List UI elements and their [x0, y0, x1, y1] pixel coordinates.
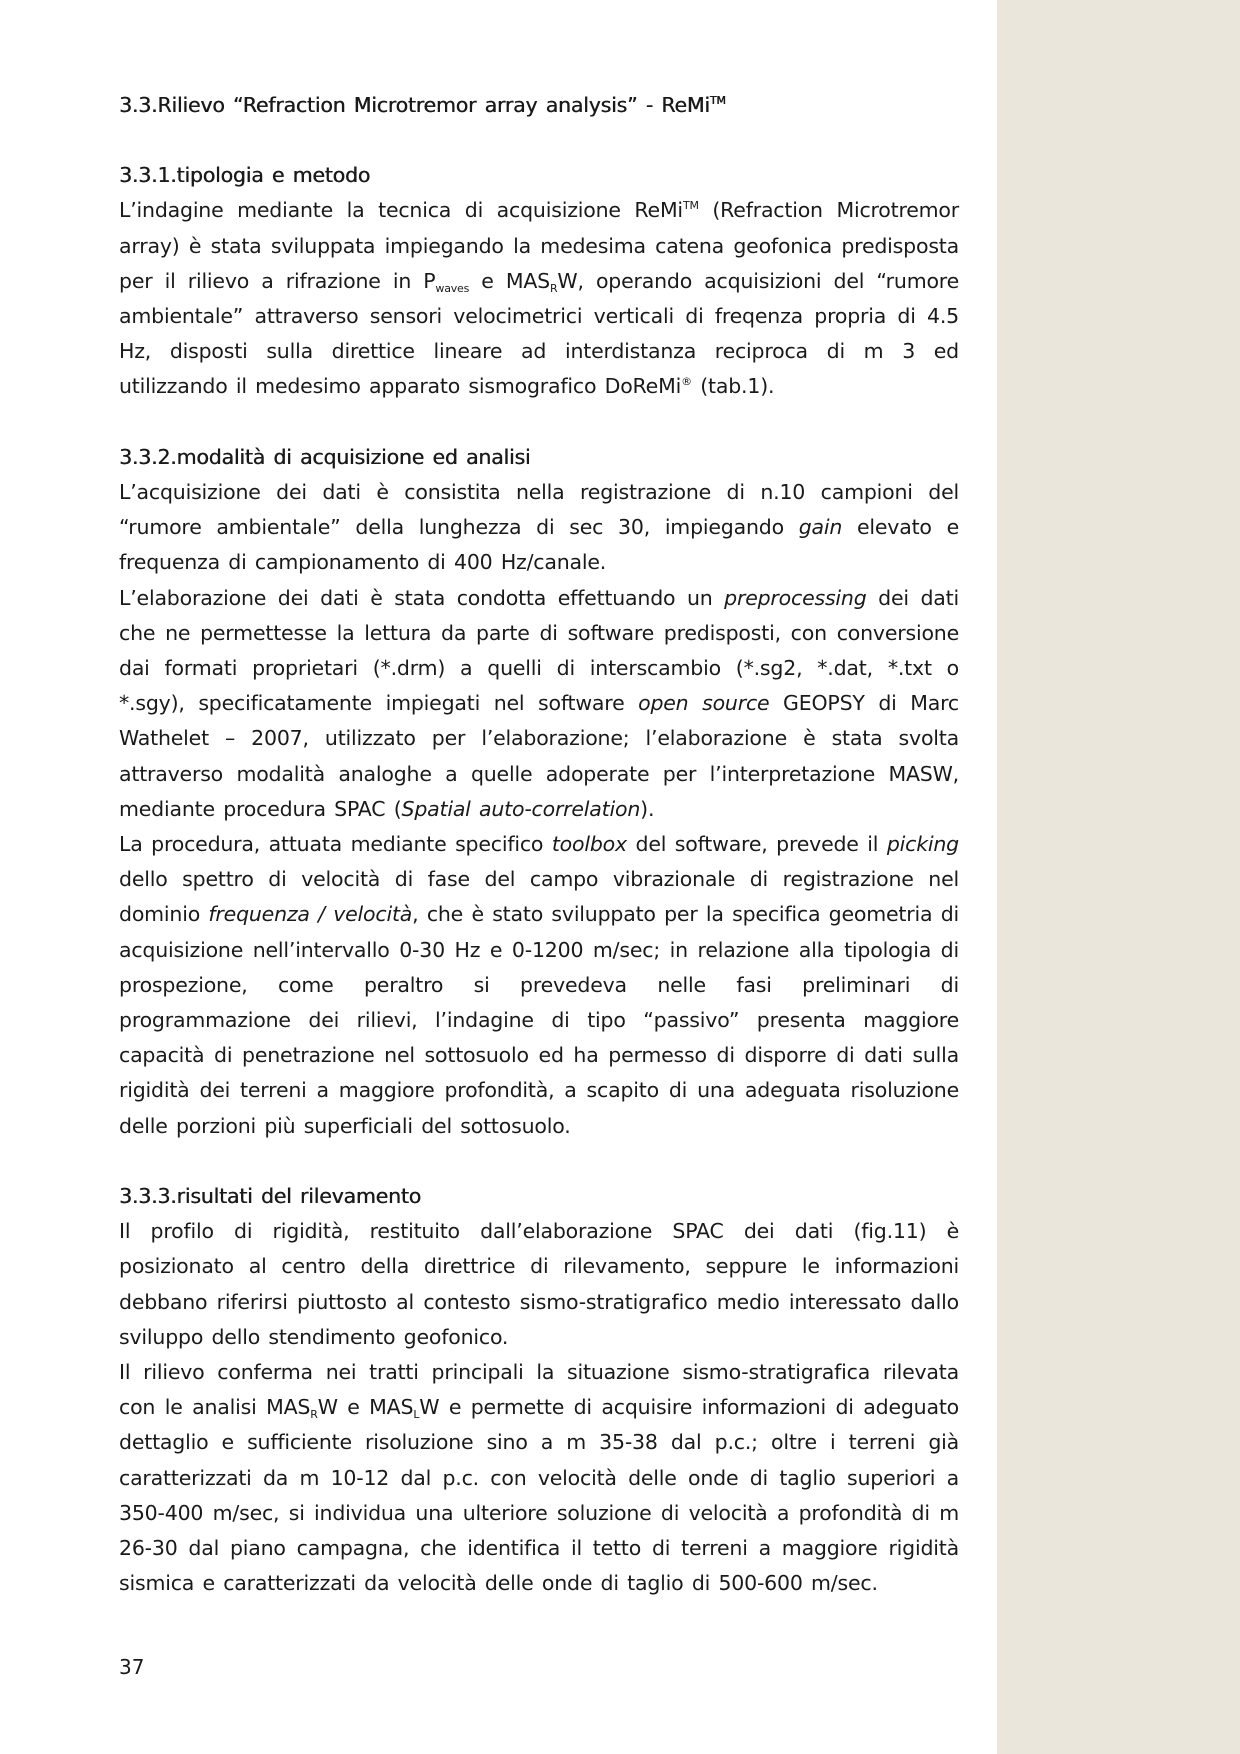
- subsection-title-3: 3.3.3.risultati del rilevamento: [119, 1184, 421, 1209]
- subsection-title-2: 3.3.2.modalità di acquisizione ed analisi: [119, 444, 531, 469]
- paragraph-acquisition: L’acquisizione dei dati è consistita nella registrazione di n.10 campioni del “rumore ambientale” della lunghezza di sec 30, impiegando gain elevato e frequenza di campionamento di 400 Hz/canale.: [119, 480, 959, 575]
- paragraph-profile: Il profilo di rigidità, restituito dall’elaborazione SPAC dei dati (fig.11) è posizionato al centro della direttrice di rilevamento, seppure le informazioni debbano riferirsi piuttosto al contesto sismo-stratigrafico medio interessato dallo sviluppo dello stendimento geofonico.: [119, 1219, 959, 1349]
- document-body: [119, 88, 959, 1602]
- page-number: 37: [119, 1655, 145, 1679]
- subsection-title-1: 3.3.1.tipologia e metodo: [119, 163, 371, 188]
- paragraph-processing: L’elaborazione dei dati è stata condotta effettuando un preprocessing dei dati che ne permettesse la lettura da parte di software predisposti, con conversione dai formati proprietari (*.drm) a quelli di interscambio (*.sg2, *.dat, *.txt o *.sgy), specificatamente impiegati nel software open source GEOPSY di Marc Wathelet – 2007, utilizzato per l’elaborazione; l’elaborazione è stata svolta attraverso modalità analoghe a quelle adoperate per l’interpretazione MASW, mediante procedura SPAC (Spatial auto-correlation).: [119, 585, 959, 821]
- paragraph-method: L’indagine mediante la tecnica di acquisizione ReMi™ (Refraction Microtremor array) è stata sviluppata impiegando la medesima catena geofonica predisposta per il rilievo a rifrazione in $P_{waves}$ e $MAS_RW$, operando acquisizioni del “rumore ambientale” attraverso sensori velocimetrici verticali di freqenza propria di 4.5 Hz, disposti sulla direttice lineare ad interdistanza reciproca di m 3 ed utilizzando il medesimo apparato sismografico DoReMi® (tab.1).: [119, 198, 959, 399]
- section-title: 3.3.Rilievo “Refraction Microtremor array analysis” - ReMi™: [119, 93, 726, 117]
- paragraph-results: Il rilievo conferma nei tratti principali la situazione sismo-stratigrafica rilevata con le analisi $MAS_RW$ e $MAS_LW$ e permette di acquisire informazioni di adeguato dettaglio e sufficiente risoluzione sino a m 35-38 dal p.c.; oltre i terreni già caratterizzati da m 10-12 dal p.c. con velocità delle onde di taglio superiori a 350-400 m/sec, si individua una ulteriore soluzione di velocità a profondità di m 26-30 dal piano campagna, che identifica il tetto di terreni a maggiore rigidità sismica e caratterizzati da velocità delle onde di taglio di 500-600 m/sec.: [119, 1360, 959, 1596]
- decorative-sidebar: [997, 0, 1240, 1754]
- paragraph-procedure: La procedura, attuata mediante specifico toolbox del software, prevede il picking dello spettro di velocità di fase del campo vibrazionale di registrazione nel dominio frequenza / velocità, che è stato sviluppato per la specifica geometria di acquisizione nell’intervallo 0-30 Hz e 0-1200 m/sec; in relazione alla tipologia di prospezione, come peraltro si prevedeva nelle fasi preliminari di programmazione dei rilievi, l’indagine di tipo “passivo” presenta maggiore capacità di penetrazione nel sottosuolo ed ha permesso di disporre di dati sulla rigidità dei terreni a maggiore profondità, a scapito di una adeguata risoluzione delle porzioni più superficiali del sottosuolo.: [119, 832, 960, 1138]
